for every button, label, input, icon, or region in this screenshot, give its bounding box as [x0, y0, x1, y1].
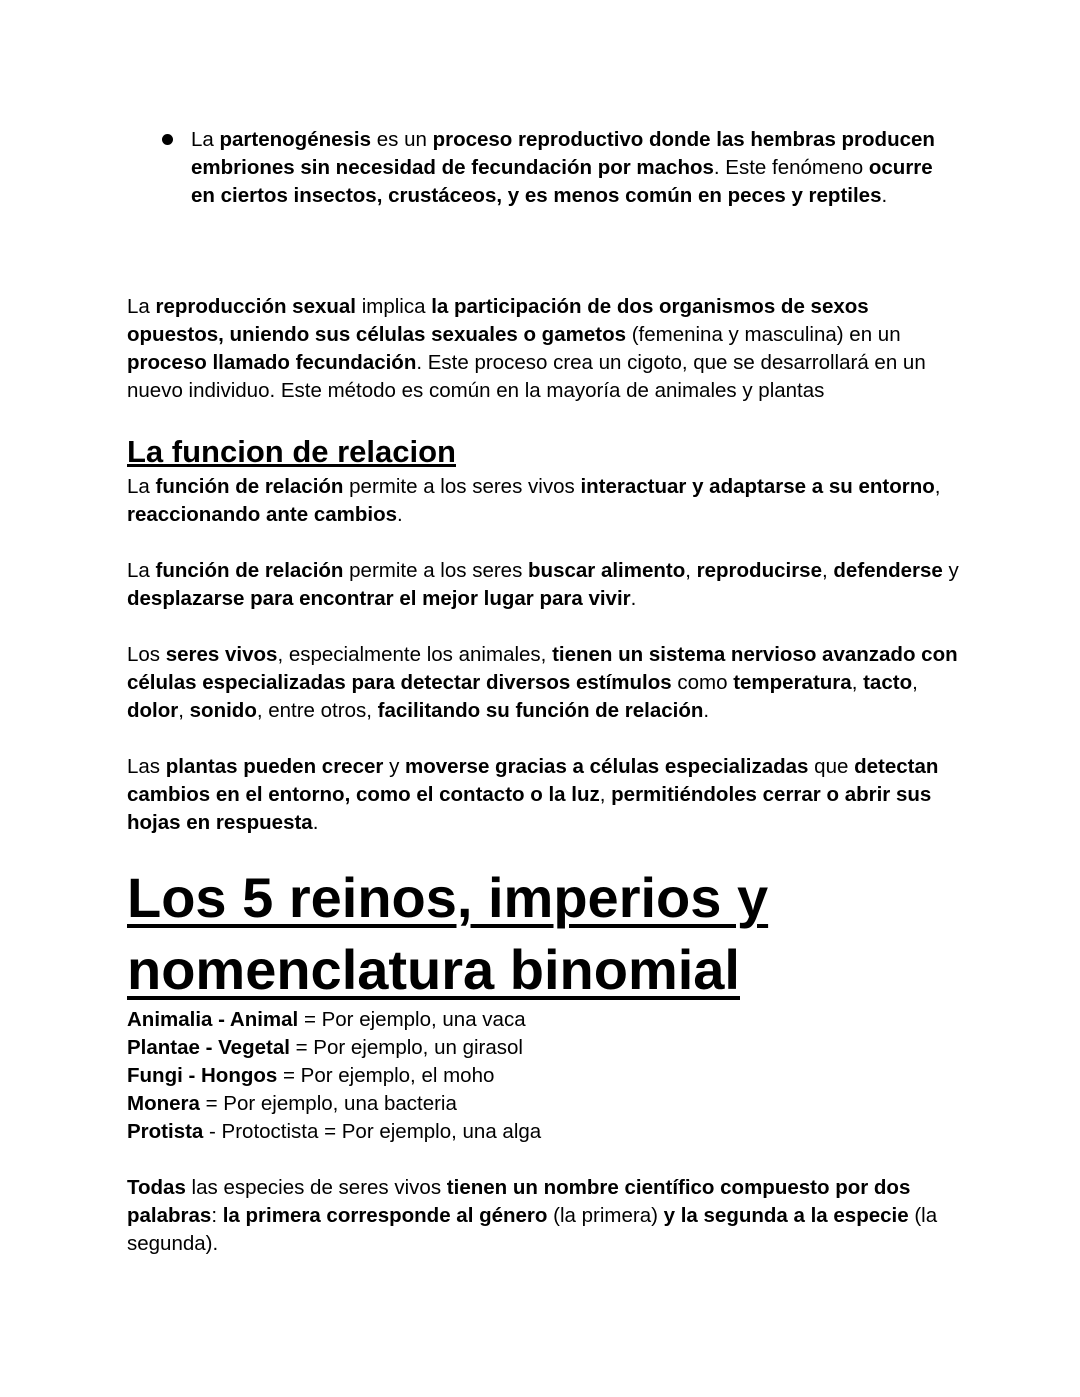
- relation-paragraph-4: Las plantas pueden crecer y moverse gracias a células especializadas que detectan cambios en el entorno, como el contacto o la luz, permitiéndoles cerrar o abrir sus hojas en respuesta.: [127, 755, 939, 834]
- sexual-reproduction-paragraph: La reproducción sexual implica la participación de dos organismos de sexos opuestos, uniendo sus células sexuales o gametos (femenina y masculina) en un proceso llamado fecundación. Este proceso crea un cigoto, que se desarrollará en un nuevo individuo. Este método es común en la mayoría de animales y plantas: [127, 295, 926, 402]
- kingdoms-list: [127, 1006, 967, 1146]
- relation-paragraph-2: La función de relación permite a los seres buscar alimento, reproducirse, defenderse y desplazarse para encontrar el mejor lugar para vivir.: [127, 559, 959, 610]
- parthenogenesis-paragraph: La partenogénesis es un proceso reproductivo donde las hembras producen embriones sin necesidad de fecundación por machos. Este fenómeno ocurre en ciertos insectos, crustáceos, y es menos común en peces y reptiles.: [191, 128, 935, 207]
- bullet-point-icon: [162, 134, 173, 145]
- relation-paragraph-3: Los seres vivos, especialmente los animales, tienen un sistema nervioso avanzado con células especializadas para detectar diversos estímulos como temperatura, tacto, dolor, sonido, entre otros, facilitando su función de relación.: [127, 643, 958, 722]
- list-item: Animalia - Animal = Por ejemplo, una vaca: [127, 1008, 526, 1031]
- list-item: Plantae - Vegetal = Por ejemplo, un girasol: [127, 1036, 523, 1059]
- list-item: Fungi - Hongos = Por ejemplo, el moho: [127, 1064, 495, 1087]
- relation-section-heading: La funcion de relacion: [127, 434, 456, 469]
- list-item: Monera = Por ejemplo, una bacteria: [127, 1092, 457, 1115]
- relation-paragraph-1: La función de relación permite a los seres vivos interactuar y adaptarse a su entorno, reaccionando ante cambios.: [127, 475, 941, 526]
- binomial-paragraph: Todas las especies de seres vivos tienen un nombre científico compuesto por dos palabras: la primera corresponde al género (la primera) y la segunda a la especie (la segunda).: [127, 1176, 938, 1255]
- list-item: Protista - Protoctista = Por ejemplo, una alga: [127, 1120, 542, 1143]
- kingdoms-section-heading: Los 5 reinos, imperios y nomenclatura binomial: [127, 866, 769, 1001]
